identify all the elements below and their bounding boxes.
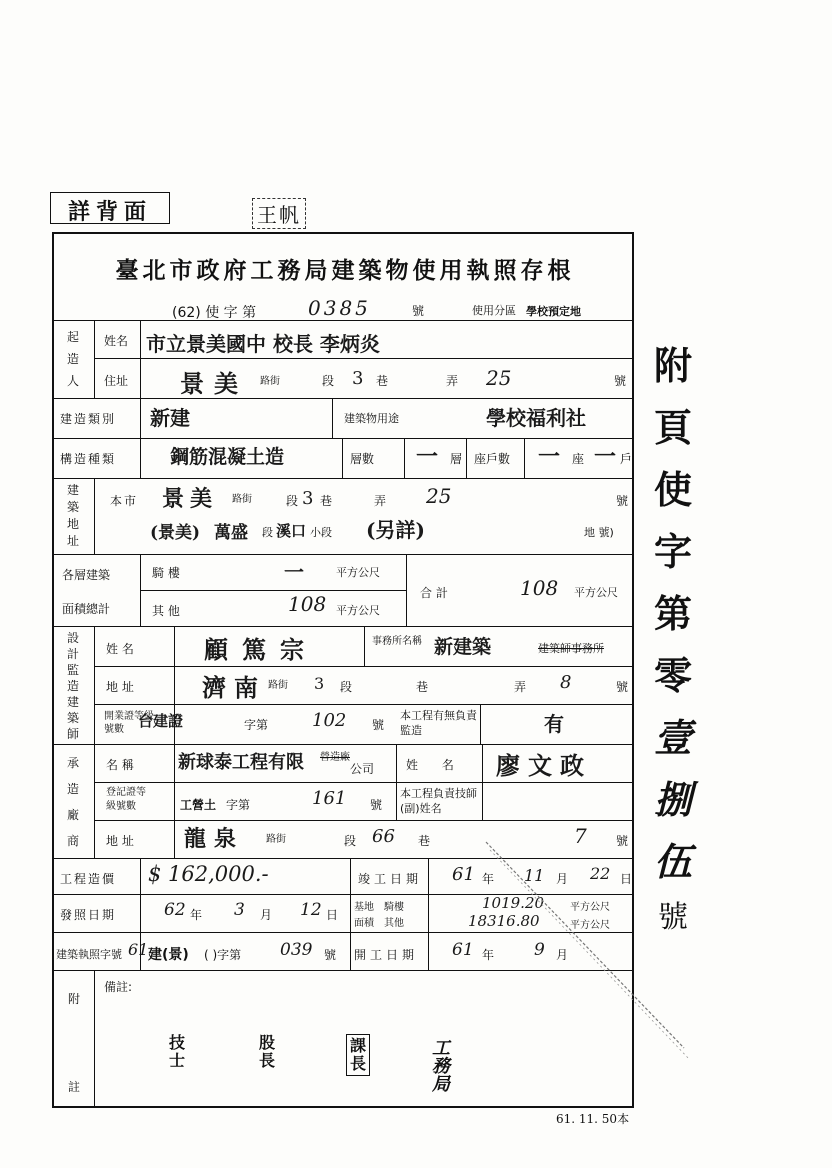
permit-paren: ( )字第 (204, 948, 242, 962)
structure-label: 構造種類 (60, 452, 117, 466)
builder-alley: 弄 (446, 374, 459, 388)
floors-label: 層數 (350, 452, 375, 466)
start-year-unit: 年 (482, 948, 495, 962)
site-street: 景美 (162, 486, 219, 512)
arcade-label: 騎 樓 (152, 566, 180, 580)
contractor-no-value-1: 66 (372, 826, 395, 847)
other-area-value: 108 (288, 592, 327, 616)
completion-label: 竣工日期 (358, 872, 423, 886)
builder-address-street: 景美 (180, 369, 248, 398)
architect-section-value: 3 (314, 674, 325, 693)
architect-no: 號 (616, 680, 629, 694)
reg-label: 登記證等級號數 (106, 787, 146, 812)
site-subsection-label: 段 (262, 526, 273, 539)
contractor-section: 段 (344, 834, 357, 848)
reg-suffix: 號 (370, 798, 383, 812)
zone-label: 使用分區 (472, 304, 516, 317)
side-stamp-char: 壹 (653, 715, 692, 760)
architect-no-value: 8 (560, 672, 572, 693)
base-arcade-unit: 平方公尺 (570, 902, 610, 913)
permit-number-suffix: 號 (412, 304, 425, 318)
arcade-value: 一 (284, 560, 304, 584)
top-stamp: 王帆 (252, 198, 306, 229)
permit-mid: 建(景) (148, 947, 189, 963)
site-subsection-value: 溪口 (276, 522, 307, 540)
permit-year: 61 (128, 940, 149, 959)
base-label-top: 基地 (354, 902, 374, 913)
reg-no: 161 (312, 788, 347, 809)
side-stamp-char: 伍 (653, 839, 692, 884)
permit-number: 0385 (308, 296, 371, 320)
architect-section: 段 (340, 680, 353, 694)
form-title: 臺北市政府工務局建築物使用執照存根 (115, 257, 575, 284)
completion-month: 11 (524, 866, 545, 885)
base-other-value: 18316.80 (468, 912, 540, 930)
architect-address-label: 地 址 (106, 680, 134, 694)
permit-number-prefix: (62) 使 字 第 (172, 305, 257, 321)
contractor-lane: 巷 (418, 834, 431, 848)
site-no: 號 (616, 494, 629, 508)
architect-road-street: 路街 (268, 680, 288, 691)
side-stamp-char: 使 (653, 467, 692, 512)
side-stamp-char: 第 (653, 591, 692, 636)
contractor-road-street: 路街 (266, 834, 286, 845)
use-value: 學校福利社 (486, 406, 586, 430)
contractor-no: 號 (616, 834, 629, 848)
architect-group-label: 設計監造建築師 (66, 631, 79, 741)
start-label: 開工日期 (354, 948, 419, 962)
builder-name-value: 市立景美國中 校長 李炳炎 (146, 332, 380, 356)
remarks-group-label-2: 註 (68, 1080, 81, 1094)
build-type-label: 建造類別 (60, 412, 117, 426)
seal-bureau: 工務局 (432, 1038, 450, 1095)
site-road-street: 路街 (232, 494, 252, 505)
issue-label: 發照日期 (60, 908, 117, 922)
start-month-unit: 月 (556, 948, 569, 962)
contractor-name-label: 名 稱 (106, 758, 134, 772)
side-stamp-char: 號 (658, 900, 688, 935)
use-label: 建築物用途 (344, 412, 399, 425)
contractor-no-value-2: 7 (574, 824, 587, 848)
contractor-person-value: 廖文政 (496, 751, 592, 780)
supervisor-value: 有 (544, 712, 564, 736)
tech-label: 本工程負責技師(副)姓名 (400, 787, 477, 815)
issue-year: 62 (164, 900, 186, 920)
permit-label: 建築執照字號 (56, 948, 122, 961)
completion-day: 22 (590, 864, 611, 883)
total-area-unit: 平方公尺 (574, 586, 618, 599)
architect-address-value: 濟南 (202, 673, 266, 702)
site-group-label: 建築地址 (66, 483, 79, 548)
issue-day-unit: 日 (326, 908, 339, 922)
contractor-group-label: 承造廠商 (66, 756, 79, 848)
site-no-value: 25 (426, 484, 452, 508)
contractor-address-label: 地 址 (106, 834, 134, 848)
side-stamp-char: 零 (653, 653, 692, 698)
license-label: 開業證等級號數 (104, 711, 154, 735)
detail-back-label: 詳背面 (67, 199, 152, 225)
office-value: 新建築 (434, 636, 492, 658)
units-value-2: 一 (594, 444, 617, 470)
architect-alley: 弄 (514, 680, 527, 694)
site-land-section: (景美) (150, 523, 201, 543)
side-stamp-char: 附 (653, 343, 692, 388)
side-stamp (648, 335, 698, 943)
issue-day: 12 (300, 900, 322, 920)
remarks-group-label-1: 附 (68, 992, 81, 1006)
seat-label: 座 (572, 452, 585, 466)
builder-address-label: 住址 (104, 374, 129, 388)
site-city: 本市 (110, 494, 139, 508)
site-land-section-name: 萬盛 (214, 523, 248, 543)
issue-year-unit: 年 (190, 908, 203, 922)
architect-name-label: 姓 名 (106, 642, 134, 656)
base-arcade-label: 騎樓 (384, 902, 404, 913)
cost-label: 工程造價 (60, 872, 117, 886)
structure-value: 鋼筋混凝土造 (170, 446, 285, 468)
permit-suffix: 號 (324, 948, 337, 962)
reg-value: 工營土 (180, 798, 217, 812)
side-stamp-char: 捌 (653, 777, 692, 822)
contractor-name-struck: 營造廠 (320, 752, 350, 763)
site-section-value: 3 (302, 488, 314, 509)
area-group-label-2: 面積總計 (62, 602, 111, 616)
cost-value: $ 162,000.- (148, 862, 269, 886)
remarks-label: 備註: (104, 980, 133, 994)
floor-unit: 層 (450, 452, 463, 466)
architect-name-value: 顧篤宗 (204, 635, 318, 664)
office-struck: 建築師事務所 (538, 642, 604, 655)
permit-no: 039 (280, 940, 313, 960)
seal-technician: 技士 (168, 1033, 185, 1070)
issue-month-unit: 月 (260, 908, 273, 922)
completion-year-unit: 年 (482, 872, 495, 886)
completion-year: 61 (452, 864, 475, 885)
completion-day-unit: 日 (620, 872, 633, 886)
household-label: 戶 (620, 452, 633, 466)
seal-division-chief: 課長 (346, 1034, 370, 1076)
license-mid: 字第 (244, 718, 269, 732)
zone-value: 學校預定地 (526, 305, 581, 318)
build-type-value: 新建 (150, 406, 190, 430)
side-stamp-char: 字 (653, 529, 692, 574)
builder-section-value: 3 (352, 368, 364, 389)
architect-lane: 巷 (416, 680, 429, 694)
base-label-bottom: 面積 (354, 918, 374, 929)
site-alley: 弄 (374, 494, 387, 508)
total-area-value: 108 (520, 576, 559, 600)
supervisor-label: 本工程有無負責監造 (400, 709, 477, 737)
contractor-person-label: 姓 名 (406, 758, 464, 772)
office-label: 事務所名稱 (372, 636, 422, 647)
reg-mid: 字第 (226, 798, 251, 812)
site-lane: 巷 (320, 494, 333, 508)
site-section: 段 (286, 494, 299, 508)
base-other-label: 其他 (384, 918, 404, 929)
license-value: 台建證 (138, 712, 184, 730)
completion-month-unit: 月 (556, 872, 569, 886)
contractor-address-value: 龍泉 (184, 826, 245, 852)
printer-mark: 61. 11. 50本 (556, 1112, 630, 1126)
site-lot-value: (另詳) (366, 518, 425, 542)
seal-section-chief: 股長 (258, 1033, 275, 1070)
start-month: 9 (534, 940, 545, 960)
license-no: 102 (312, 710, 347, 731)
other-area-unit: 平方公尺 (336, 604, 380, 617)
base-other-unit: 平方公尺 (570, 920, 610, 931)
builder-group-label: 起造人 (66, 330, 79, 388)
builder-no-value: 25 (486, 366, 512, 390)
total-area-label: 合 計 (420, 586, 448, 600)
builder-no: 號 (614, 374, 627, 388)
issue-month: 3 (234, 900, 245, 920)
builder-section: 段 (322, 374, 335, 388)
builder-name-label: 姓名 (104, 334, 129, 348)
start-year: 61 (452, 940, 474, 960)
site-lot-label: 地 號) (584, 526, 614, 539)
units-value-1: 一 (538, 444, 561, 470)
builder-lane: 巷 (376, 374, 389, 388)
units-label: 座戶數 (474, 452, 511, 466)
license-suffix: 號 (372, 718, 385, 732)
base-arcade-value: 1019.20 (482, 894, 545, 912)
area-group-label-1: 各層建築 (62, 568, 111, 582)
contractor-name-value: 新球泰工程有限 (178, 752, 304, 773)
site-small-section: 小段 (310, 526, 332, 539)
side-stamp-char: 頁 (653, 405, 692, 450)
floors-value: 一 (416, 444, 439, 470)
arcade-unit: 平方公尺 (336, 566, 380, 579)
contractor-company: 公司 (350, 762, 375, 776)
builder-road-street: 路街 (260, 376, 280, 387)
other-area-label: 其 他 (152, 604, 180, 618)
